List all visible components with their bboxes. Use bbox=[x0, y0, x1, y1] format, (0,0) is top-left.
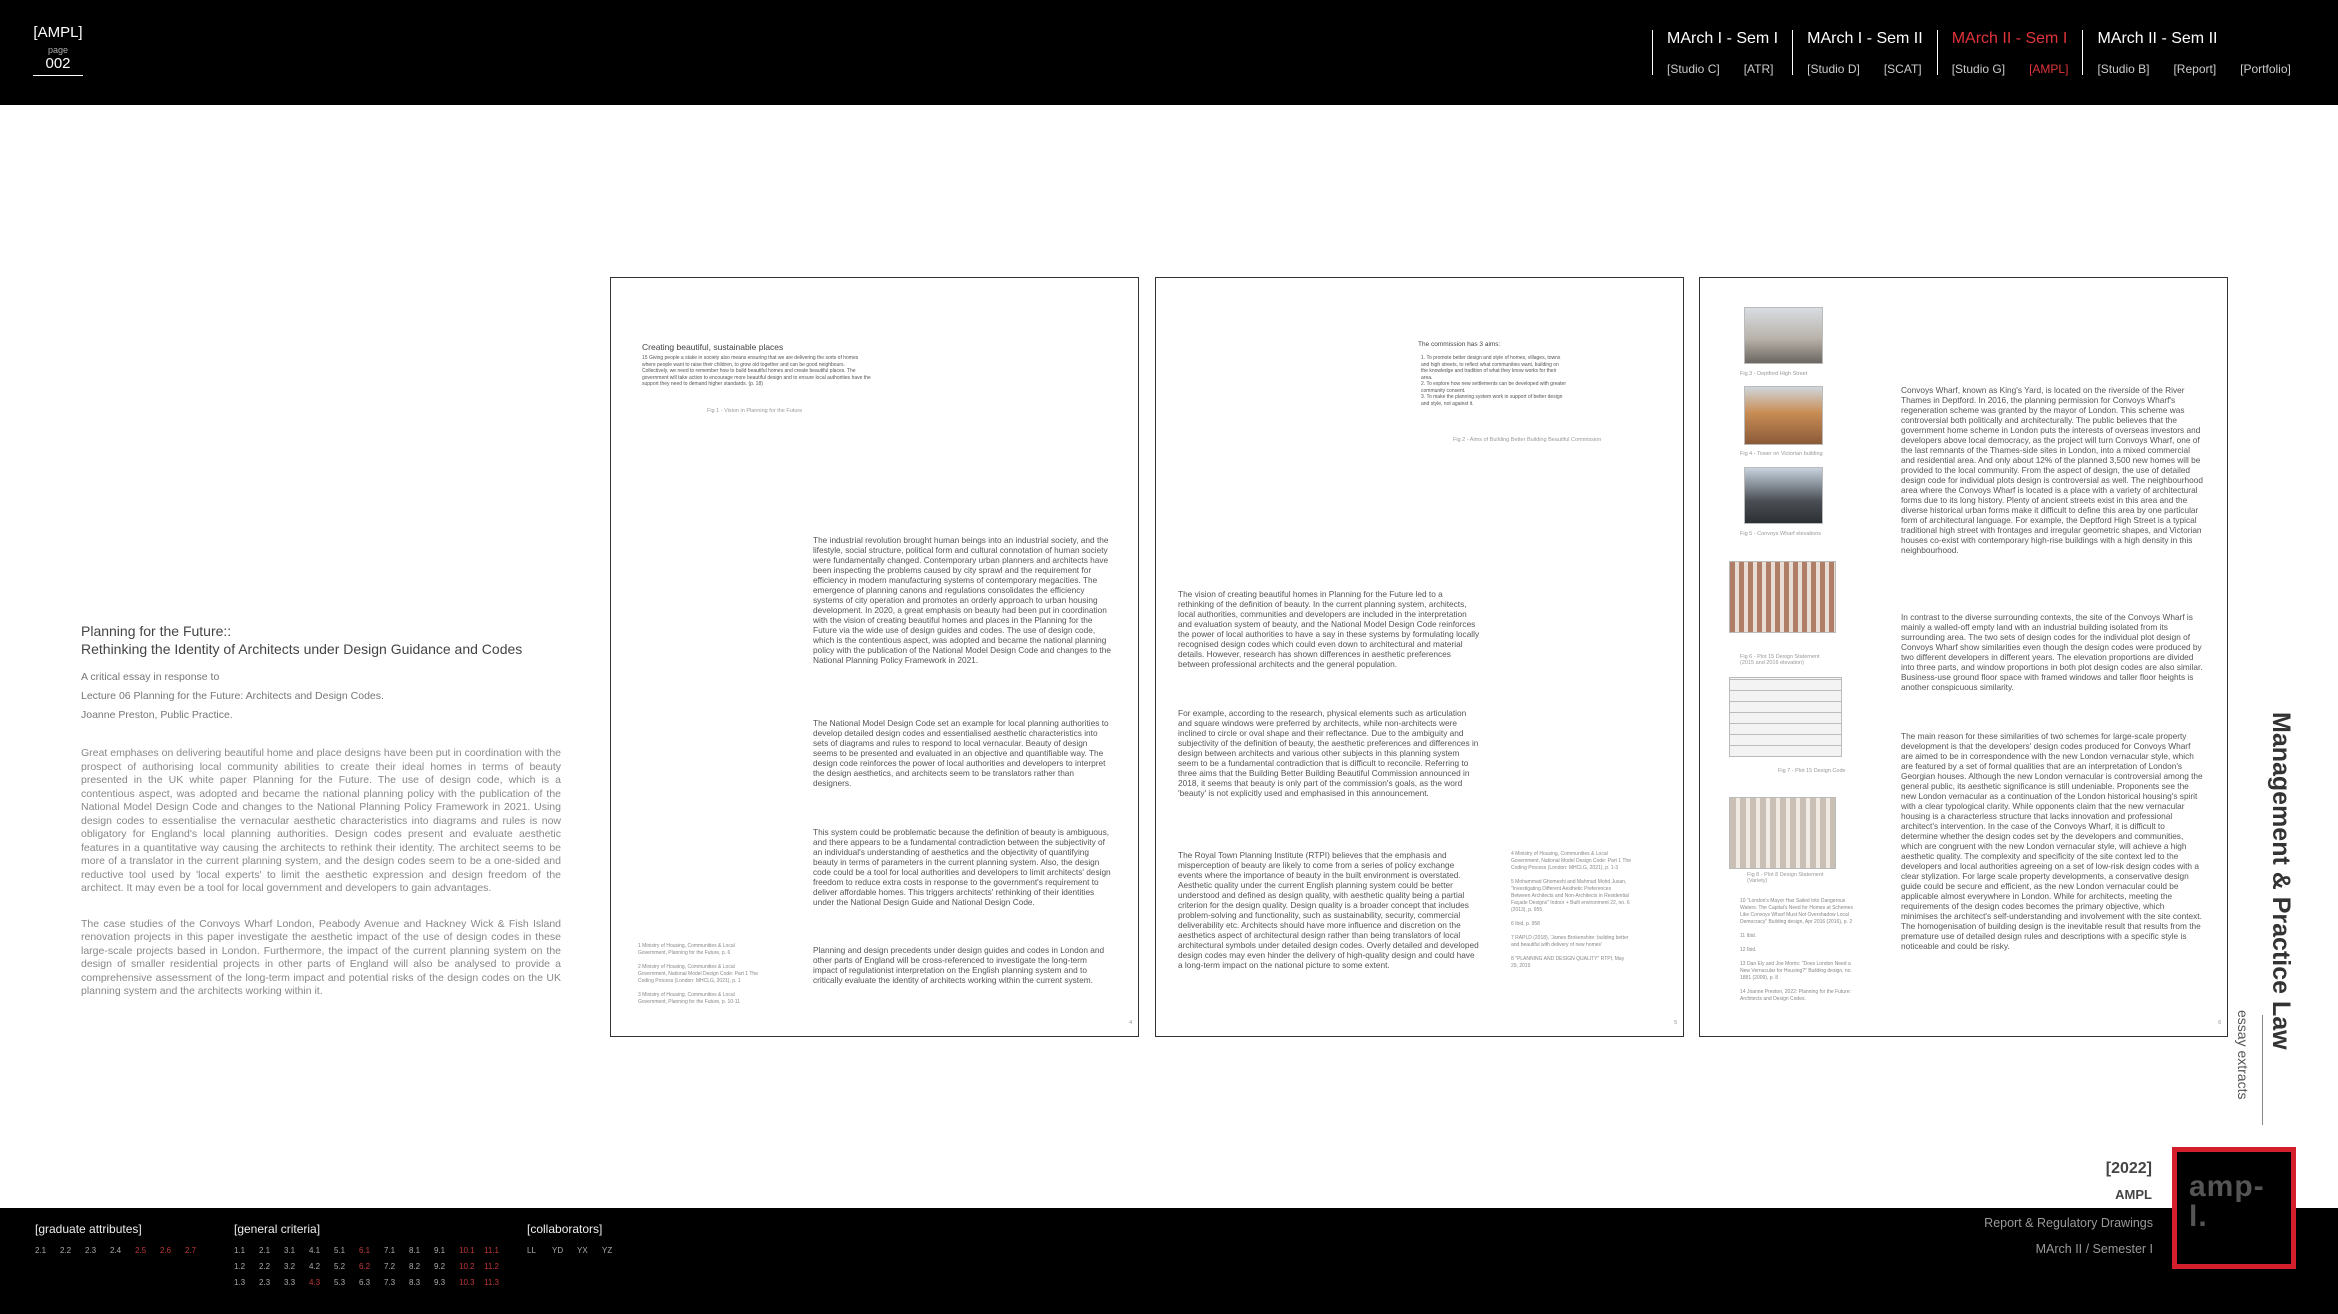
body-text: The industrial revolution brought human beings into an industrial society, and the lifestyle, social structure, political form and cultural connotation of human society were fundamentally changed. Contemporary urban planners and architects have been inspecting the problems caused by city sprawl and the requirement for efficiency in modern manufacturing systems of contemporary megacities. The emergence of planning canons and regulations consolidates the efficiency systems of city operation and promotes an orderly approach to urban housing development. In 2020, a great emphasis on beauty had been put in coordination with the vision of creating beautiful homes and places in the Planning for the Future via the wide use of design guides and codes. The use of design code, which is the contentious aspect, was adopted and became the national planning policy with the publication of the National Model Design Code and changes to the National Planning Policy Framework in 2021. bbox=[813, 535, 1111, 665]
year-label: [2022] bbox=[2105, 1160, 2152, 1177]
general-criteria-code: 5.1 bbox=[334, 1246, 346, 1255]
general-criteria-code: 1.1 bbox=[234, 1246, 246, 1255]
essay-meta bbox=[81, 668, 561, 725]
drawing-elevations-2015 bbox=[1729, 561, 1836, 633]
body-text: The National Model Design Code set an example for local planning authorities to develop detailed design codes and essentialised aesthetic characteristics into sets of diagrams and rules to respond to local vernacular. Beauty of design seems to be presented and evaluated in an objective and quantifiable way. The design code reinforces the power of local authorities and developers to interpret the design aesthetics, and architects seem to be translators rather than designers. bbox=[813, 718, 1109, 788]
nav-sub-links bbox=[2097, 62, 2290, 76]
general-criteria-code: 8.2 bbox=[409, 1262, 421, 1271]
body-text: In contrast to the diverse surrounding contexts, the site of the Convoys Wharf is mainly a walled-off empty land with an industrial building isolated from its surrounding area. The two sets of design codes for the individual plot design of Convoys Wharf show similarities even though the design codes were produced by two different developers in different years. The elevation proportions are divided into three parts, and window proportions in both plot design codes are also similar. Business-use ground floor space with framed windows and taller floor heights is another conspicuous similarity. bbox=[1901, 612, 2203, 692]
graduate-attribute-code: 2.1 bbox=[35, 1246, 47, 1255]
general-criteria-code: 6.2 bbox=[359, 1262, 371, 1271]
nav-group-2 bbox=[1937, 30, 2083, 75]
nav-sub-link[interactable]: [Studio D] bbox=[1807, 62, 1860, 76]
logo-line2: l. bbox=[2189, 1200, 2208, 1233]
figure-caption: Fig 7 - Plot 15 Design Code bbox=[1778, 768, 1846, 774]
general-criteria-code: 9.2 bbox=[434, 1262, 446, 1271]
essay-meta-line: A critical essay in response to bbox=[81, 671, 220, 683]
general-criteria-code: 3.3 bbox=[284, 1278, 296, 1287]
body-text: The main reason for these similarities of two schemes for large-scale property development is that the developers' design codes produced for Convoys Wharf are aimed to be in correspondence with the new London vernacular style, which are featured by a set of formal qualities that are an interpretation of London's Georgian houses. Although the new London vernacular is controversial among the general public, its aesthetic significance is still undeniable. Proponents see the new London vernacular as a continuation of the London historical housing's spirit with a clear typological clarity. While opponents claim that the new vernacular housing is a characterless structure that lacks innovation and professional architect's intervention. In the case of the Convoys Wharf, it is difficult to determine whether the design codes set by the developers and communities, which are congruent with the new London vernacular style, will achieve a high aesthetic quality. The complexity and specificity of the site context led to the developers and local authorities agreeing on a set of low-risk design codes with a clear stylization. For large scale property developments, a conservative design guide could be secure and efficient, as the new London vernacular could be applicable almost everywhere in London. While for architects, meeting the requirements of the design codes becomes the primary objective, which minimises the architect's self-understanding and involvement with the site context. The homogenisation of building design is the inevitable result that results from the premature use of detailed design rules and descriptions with a specific style is noticeable and could be risky. bbox=[1901, 731, 2203, 951]
graduate-attributes bbox=[35, 1222, 210, 1262]
page-folio: 4 bbox=[1129, 1020, 1132, 1026]
page-number: 002 bbox=[33, 55, 83, 76]
essay-paragraph: The case studies of the Convoys Wharf London, Peabody Avenue and Hackney Wick & Fish Island renovation projects in this paper investigate the aesthetic impact of the use of design codes in these large-scale projects based in London. Furthermore, the impact of the current planning system on the design of smaller residential projects in other parts of England will also be analysed to provide a comprehensive assessment of the long-term impact and potential risks of the design codes on the UK planning system and the architects working within it. bbox=[81, 917, 561, 997]
general-criteria-code: 6.1 bbox=[359, 1246, 371, 1255]
general-criteria-code: 11.2 bbox=[484, 1262, 499, 1271]
page-folio: 5 bbox=[1674, 1020, 1677, 1026]
collaborator-initials: YZ bbox=[602, 1246, 613, 1255]
nav-sub-links bbox=[1952, 62, 2069, 76]
body-text: Convoys Wharf, known as King's Yard, is located on the riverside of the River Thames in Deptford. In 2016, the planning permission for Convoys Wharf's regeneration scheme was granted by the mayor of London. This scheme was controversial both politically and architecturally. The public believes that the government home scheme in London puts the interests of overseas investors and developers above local democracy, as the project will turn Convoys Wharf, one of the last remnants of the Thames-side sites in London, into a mixed commercial and residential area. And only about 12% of the planned 3,500 new homes will be provided to the local community. From the aspect of design, the use of detailed design code for individual plots design is controversial as well. The neighbourhood area where the Convoys Wharf is located is a place with a variety of architectural forms due to its long history. Plenty of ancient streets exist in this area and the diverse historical urban forms make it difficult to define this area by one particular form of architectural language. For example, the Deptford High Street is a typical traditional high street with frontages and irregular geometric shapes, and Victorian houses co-exist with contemporary high-rise buildings with a high density in this neighbourhood. bbox=[1901, 385, 2203, 555]
collaborator-initials: YD bbox=[552, 1246, 564, 1255]
general-criteria-code: 10.2 bbox=[459, 1262, 475, 1271]
nav-sub-link[interactable]: [ATR] bbox=[1743, 62, 1774, 76]
general-criteria-code: 9.1 bbox=[434, 1246, 446, 1255]
collaborators-row bbox=[527, 1246, 627, 1262]
page-folio: 6 bbox=[2218, 1020, 2221, 1026]
header-bar bbox=[0, 0, 2338, 105]
photo-convoys-wharf bbox=[1744, 467, 1823, 524]
footnotes: 1 Ministry of Housing, Communities & Local Government, Planning for the Future, p. 6 2 Ministry of Housing, Communities & Local Government, National Model Design Code: Part 1 The Coding Process (London: MHCLG, 2021), p. 1 3 Ministry of Housing, Communities & Local Government, Planning for the Future, p. 10-11 bbox=[638, 943, 758, 1005]
quote-text: 15 Giving people a stake in society also means ensuring that we are delivering the sorts of homes where people want to raise their children, to grow old together and can be good neighbours. Collectively, we need to remember how to build beautiful homes and create beautiful places. The government will take action to encourage more beautiful design and to ensure local authorities have the support they need to demand higher standards. (p. 18) bbox=[642, 355, 871, 387]
nav-group-1 bbox=[1792, 30, 1937, 75]
general-criteria-code: 5.2 bbox=[334, 1262, 346, 1271]
ampl-logo bbox=[2172, 1147, 2296, 1269]
essay-page-3[interactable] bbox=[1699, 277, 2228, 1037]
nav-sub-links bbox=[1807, 62, 1923, 76]
drawing-plot15-code bbox=[1729, 677, 1842, 757]
footnotes: 10 "London's Mayor Has Sailed Into Dangerous Waters: The Capital's Need for Homes at Schemes Like Convoys Wharf Must Not Overshadow Local Democracy" Building design, Apr 2016 (2016), p. 2 11 Ibid. 12 Ibid. 13 Dan Ely and Joe Morris: "Does London Need a New Vernacular for Housing?" Building design, no. 1881 (2009), p. 8 14 Joanne Preston, 2022: Planning for the Future: Architects and Design Codes. bbox=[1740, 898, 1853, 1002]
general-criteria-code: 2.1 bbox=[259, 1246, 271, 1255]
figure-caption: Fig 5 - Convoys Wharf elevations bbox=[1740, 531, 1822, 537]
body-text: This system could be problematic because the definition of beauty is ambiguous, and there appears to be a fundamental contradiction between the subjectivity of an individual's understanding of aesthetics and the objectivity of quantifying beauty in terms of parameters in the current planning system. Also, the design code could be a tool for local authorities and developers to limit architects' design freedom to reduce extra costs in response to the government's requirement to deliver affordable homes. This triggers architects' rethinking of their identities under the National Design Guide and National Design Code. bbox=[813, 827, 1111, 907]
figure-caption: Fig 4 - Tower on Victorian building bbox=[1740, 451, 1823, 457]
general-criteria-code: 8.1 bbox=[409, 1246, 421, 1255]
graduate-attributes-row bbox=[35, 1246, 210, 1262]
nav-group-0 bbox=[1652, 30, 1792, 75]
photo-tower bbox=[1744, 386, 1823, 445]
drawing-plot8-statement bbox=[1729, 797, 1836, 869]
general-criteria-code: 4.2 bbox=[309, 1262, 321, 1271]
general-criteria-title: [general criteria] bbox=[234, 1222, 321, 1236]
figure-caption: Fig 6 - Plot 15 Design Statement (2015 and 2016 elevation) bbox=[1740, 654, 1820, 666]
figure-caption: Fig 2 - Aims of Building Better Building Beautiful Commission bbox=[1453, 437, 1602, 443]
graduate-attribute-code: 2.6 bbox=[160, 1246, 172, 1255]
essay-title-line2: Rethinking the Identity of Architects under Design Guidance and Codes bbox=[81, 641, 523, 657]
aims-list: 1. To promote better design and style of homes, villages, towns and high streets, to reflect what communities want, building on the knowledge and tradition of what they know works for their area. 2. To explore how new settlements can be developed with greater community consent. 3. To make the planning system work in support of better design and style, not against it. bbox=[1421, 355, 1566, 407]
nav-sub-link[interactable]: [Studio G] bbox=[1951, 62, 2006, 76]
general-criteria-row bbox=[234, 1246, 509, 1262]
semester-nav bbox=[1652, 30, 2305, 75]
graduate-attribute-code: 2.3 bbox=[85, 1246, 97, 1255]
body-text: Planning and design precedents under design guides and codes in London and other parts of England will be cross-referenced to investigate the long-term impact of regulationist interpretation on the English planning system and to critically evaluate the identity of architects working within the current system. bbox=[813, 945, 1105, 985]
body-text: For example, according to the research, physical elements such as articulation and square windows were preferred by architects, while non-architects were inclined to circle or oval shape and their reflectance. Due to the ambiguity and subjectivity of the definition of beauty, the aesthetic preferences and differences in design between architects and various other subjects in this planning system seem to be a fundamental contradiction that is difficult to reconcile. Referring to three aims that the Building Better Building Beautiful Commission announced in 2018, it seems that beauty is only part of the commission's goals, as the word 'beauty' is not explicitly used and emphasised in this announcement. bbox=[1178, 708, 1479, 798]
report-line: Report & Regulatory Drawings bbox=[1984, 1216, 2153, 1230]
essay-intro bbox=[81, 622, 561, 999]
collaborators bbox=[527, 1222, 627, 1262]
footer-info bbox=[1984, 1216, 2153, 1268]
general-criteria-code: 7.2 bbox=[384, 1262, 396, 1271]
figure-caption: Fig 3 - Deptford High Street bbox=[1740, 371, 1808, 377]
page-indicator bbox=[33, 24, 83, 76]
general-criteria-code: 7.1 bbox=[384, 1246, 396, 1255]
general-criteria-code: 3.1 bbox=[284, 1246, 296, 1255]
year-block bbox=[2106, 1160, 2152, 1202]
general-criteria-code: 6.3 bbox=[359, 1278, 371, 1287]
essay-page-2[interactable] bbox=[1155, 277, 1684, 1037]
essay-title bbox=[81, 622, 601, 658]
graduate-attributes-title: [graduate attributes] bbox=[35, 1222, 142, 1236]
nav-sub-link[interactable]: [Portfolio] bbox=[2240, 62, 2291, 76]
general-criteria-code: 5.3 bbox=[334, 1278, 346, 1287]
general-criteria-row bbox=[234, 1278, 509, 1294]
nav-sub-link[interactable]: [SCAT] bbox=[1883, 62, 1922, 76]
general-criteria-row bbox=[234, 1262, 509, 1278]
general-criteria-code: 4.3 bbox=[309, 1278, 321, 1287]
module-title-vertical: Management & Practice Law bbox=[2267, 712, 2295, 1050]
general-criteria-code: 10.3 bbox=[459, 1278, 475, 1287]
module-code: [AMPL] bbox=[33, 24, 83, 41]
semester-line: MArch II / Semester I bbox=[2035, 1242, 2153, 1256]
body-text: The vision of creating beautiful homes in Planning for the Future led to a rethinking of the definition of beauty. In the current planning system, architects, local authorities, communities and developers are included in the interpretation and evaluation system of beauty, and the National Model Design Code reinforces the power of local authorities to have a say in these systems by formulating locally recognised design codes which could even down to architectural and material details. However, research has shown differences in aesthetic preferences between professional architects and the general population. bbox=[1178, 589, 1480, 669]
general-criteria-code: 7.3 bbox=[384, 1278, 396, 1287]
essay-meta-line: Joanne Preston, Public Practice. bbox=[81, 709, 233, 721]
nav-sub-link[interactable]: [Studio B] bbox=[2097, 62, 2150, 76]
nav-semester-link[interactable]: MArch I - Sem II bbox=[1807, 30, 1923, 47]
general-criteria-code: 10.1 bbox=[459, 1246, 475, 1255]
figure-caption: Fig 1 - Vision in Planning for the Future bbox=[707, 408, 803, 414]
nav-sub-links bbox=[1667, 62, 1778, 76]
essay-meta-line: Lecture 06 Planning for the Future: Architects and Design Codes. bbox=[81, 690, 384, 702]
graduate-attribute-code: 2.4 bbox=[110, 1246, 122, 1255]
footnotes: 4 Ministry of Housing, Communities & Local Government, National Model Design Code: Part 1 The Coding Process (London: MHCLG, 2021), p. 1-3 5 Mohammad Ghomeshi and Mahmud Mohd Jusan, "Investigating Different Aesthetic Preferences Between Architects and Non-Architects in Residential Façade Designs" Indoor + Built environment 22, no. 6 (2013), p. 955 6 Ibid, p. 958 7 RAPLD (2018), 'James Brokenshire: building better and beautiful with delivery of new homes' 8 "PLANNING AND DESIGN QUALITY" RTPI, May 29, 2019 bbox=[1511, 851, 1631, 969]
general-criteria-code: 9.3 bbox=[434, 1278, 446, 1287]
collaborator-initials: YX bbox=[577, 1246, 588, 1255]
general-criteria-grid bbox=[234, 1246, 509, 1294]
general-criteria-code: 11.3 bbox=[484, 1278, 499, 1287]
general-criteria-code: 2.3 bbox=[259, 1278, 271, 1287]
general-criteria-code: 2.2 bbox=[259, 1262, 271, 1271]
page-label: page bbox=[47, 45, 69, 55]
general-criteria-code: 11.1 bbox=[484, 1246, 499, 1255]
divider-line bbox=[2262, 1015, 2263, 1125]
photo-deptford-high-street bbox=[1744, 307, 1823, 364]
general-criteria-code: 1.3 bbox=[234, 1278, 246, 1287]
graduate-attribute-code: 2.7 bbox=[185, 1246, 197, 1255]
nav-semester-link[interactable]: MArch II - Sem I bbox=[1951, 30, 2068, 47]
module-code-label: AMPL bbox=[2115, 1187, 2152, 1202]
general-criteria-code: 8.3 bbox=[409, 1278, 421, 1287]
general-criteria-code: 3.2 bbox=[284, 1262, 296, 1271]
collaborator-initials: LL bbox=[527, 1246, 536, 1255]
nav-sub-link[interactable]: [AMPL] bbox=[2029, 62, 2069, 76]
nav-semester-link[interactable]: MArch I - Sem I bbox=[1667, 30, 1779, 47]
footer-bar bbox=[0, 1208, 2338, 1314]
collaborators-title: [collaborators] bbox=[527, 1222, 603, 1236]
page-heading: Creating beautiful, sustainable places bbox=[642, 342, 784, 352]
nav-semester-link[interactable]: MArch II - Sem II bbox=[2097, 30, 2218, 47]
module-subtitle-vertical: essay extracts bbox=[2235, 1010, 2251, 1100]
general-criteria bbox=[234, 1222, 509, 1294]
logo-line1: amp- bbox=[2189, 1170, 2265, 1203]
body-text: The Royal Town Planning Institute (RTPI) believes that the emphasis and misperception of beauty are likely to come from a series of policy exchange events where the importance of beauty in the built environment is overstated. Aesthetic quality under the current English planning system could be better understood and defined as design quality, with aesthetic quality being a partial criterion for the design quality. Design quality is a broader concept that includes problem-solving and functionality, such as sustainability, security, commercial deliverability etc. Architects should have more influence and discretion on the aesthetics aspect of architectural design rather than being translators of local architectural symbols under detailed design codes. Overly detailed and developed design codes may even hinder the delivery of high-quality design and could have a long-term impact on the national picture to some extent. bbox=[1178, 850, 1479, 970]
graduate-attribute-code: 2.5 bbox=[135, 1246, 147, 1255]
general-criteria-code: 1.2 bbox=[234, 1262, 246, 1271]
general-criteria-code: 4.1 bbox=[309, 1246, 321, 1255]
graduate-attribute-code: 2.2 bbox=[60, 1246, 72, 1255]
nav-group-3 bbox=[2082, 30, 2304, 75]
figure-caption: Fig 8 - Plot 8 Design Statement (Variety) bbox=[1747, 872, 1824, 884]
essay-title-line1: Planning for the Future:: bbox=[81, 623, 232, 639]
nav-sub-link[interactable]: [Studio C] bbox=[1667, 62, 1720, 76]
essay-page-1[interactable] bbox=[610, 277, 1139, 1037]
page-heading: The commission has 3 aims: bbox=[1418, 341, 1501, 348]
essay-paragraph: Great emphases on delivering beautiful home and place designs have been put in coordination with the prospect of authorising local community abilities to create their ideal homes in terms of beauty presented in the UK white paper Planning for the Future. The use of design code, which is a contentious aspect, was adopted and became the national planning policy with the publication of the National Model Design Code and changes to the National Planning Policy Framework in 2021. Using design codes to essentialise the vernacular aesthetic characteristics into diagrams and rules is now obligatory for England's local planning authorities. Design codes present and evaluate aesthetic features in a quantitative way causing the architects to rethink their identity. The architect seems to be more of a translator in the current planning system, and the design codes seem to be a one-sided and reductive tool used by 'local experts' to limit the aesthetic expression and design freedom of the architect. It may even be a tool for local government and developers to gain advantages. bbox=[81, 747, 561, 894]
nav-sub-link[interactable]: [Report] bbox=[2173, 62, 2217, 76]
